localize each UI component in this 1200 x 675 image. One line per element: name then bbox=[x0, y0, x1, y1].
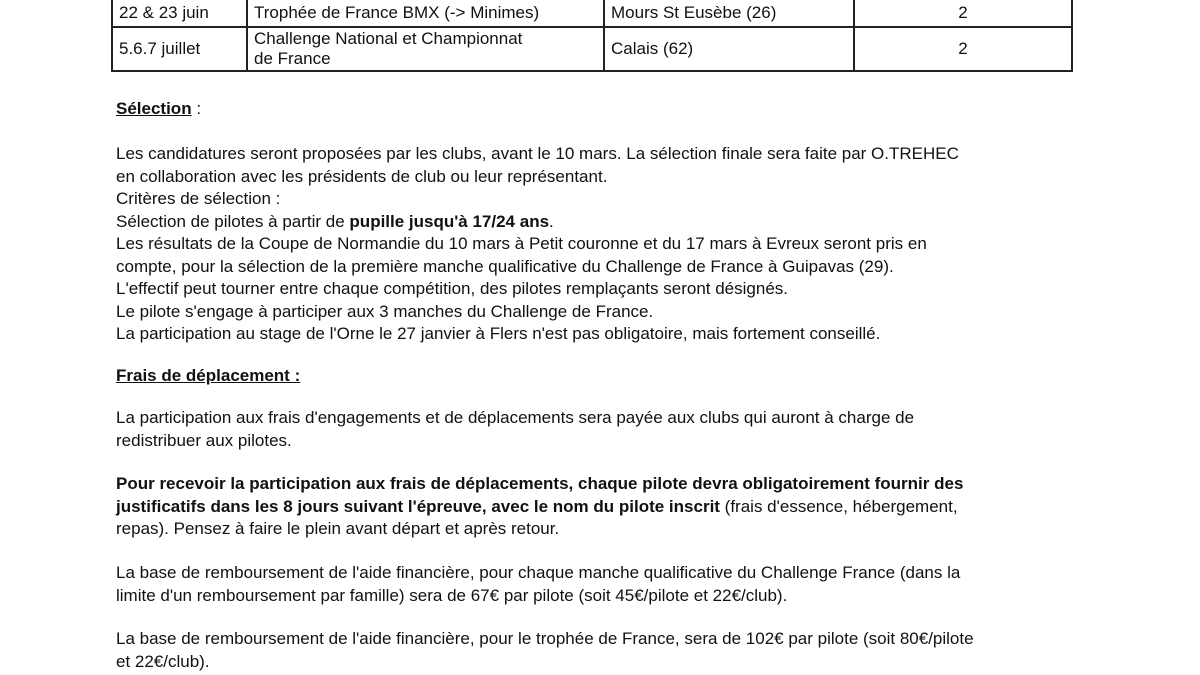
selection-title: Sélection bbox=[116, 99, 192, 118]
frais-heading bbox=[116, 365, 1076, 388]
count-cell: 2 bbox=[854, 27, 1072, 71]
paragraph-line: La base de remboursement de l'aide financière, pour chaque manche qualificative du Challenge France (dans la bbox=[116, 563, 961, 582]
selection-heading bbox=[116, 98, 1076, 121]
paragraph-line bbox=[116, 496, 1076, 519]
criteria-item: Les résultats de la Coupe de Normandie du 10 mars à Petit couronne et du 17 mars à Evreux seront pris en bbox=[116, 234, 927, 253]
criteria-item: L'effectif peut tourner entre chaque compétition, des pilotes remplaçants seront désignés. bbox=[116, 279, 788, 298]
criteria-text: Sélection de pilotes à partir de bbox=[116, 211, 350, 231]
place-cell: Mours St Eusèbe (26) bbox=[604, 0, 854, 27]
table-row bbox=[112, 0, 1072, 27]
criteria-title: Critères de sélection : bbox=[116, 189, 281, 208]
criteria-item: compte, pour la sélection de la première manche qualificative du Challenge de France à Guipavas (29). bbox=[116, 256, 894, 276]
criteria-text: . bbox=[549, 211, 554, 231]
event-line: Challenge National et Championnat bbox=[254, 29, 523, 48]
count-cell: 2 bbox=[854, 0, 1072, 27]
table-row bbox=[112, 27, 1072, 71]
paragraph-line: limite d'un remboursement par famille) sera de 67€ par pilote (soit 45€/pilote et 22€/club). bbox=[116, 585, 788, 605]
selection-title-suffix: : bbox=[191, 99, 202, 118]
paragraph-line: Pour recevoir la participation aux frais de déplacements, chaque pilote devra obligatoirement fournir des bbox=[116, 474, 964, 493]
place-cell: Calais (62) bbox=[604, 27, 854, 71]
frais-paragraph-4 bbox=[116, 628, 1076, 673]
criteria-item: Le pilote s'engage à participer aux 3 manches du Challenge de France. bbox=[116, 301, 654, 321]
frais-paragraph-3 bbox=[116, 562, 1076, 607]
paragraph-line: Les candidatures seront proposées par les clubs, avant le 10 mars. La sélection finale sera faite par O.TREHEC bbox=[116, 144, 959, 163]
paragraph-line: La participation aux frais d'engagements et de déplacements sera payée aux clubs qui auront à charge de bbox=[116, 408, 915, 427]
normal-text: (frais d'essence, hébergement, bbox=[719, 496, 958, 516]
event-cell: Trophée de France BMX (-> Minimes) bbox=[247, 0, 604, 27]
paragraph-line: repas). Pensez à faire le plein avant départ et après retour. bbox=[116, 519, 560, 538]
selection-body bbox=[116, 143, 1076, 346]
criteria-bold: pupille jusqu'à 17/24 ans bbox=[349, 211, 550, 231]
frais-title: Frais de déplacement : bbox=[116, 366, 301, 385]
event-cell bbox=[247, 27, 604, 71]
paragraph-line: redistribuer aux pilotes. bbox=[116, 430, 292, 450]
paragraph-line: et 22€/club). bbox=[116, 651, 210, 671]
frais-paragraph-1 bbox=[116, 407, 1076, 452]
criteria-item bbox=[116, 211, 1076, 234]
criteria-item: La participation au stage de l'Orne le 27 janvier à Flers n'est pas obligatoire, mais fortement conseillé. bbox=[116, 324, 881, 343]
bold-text: justificatifs dans les 8 jours suivant l'épreuve, avec le nom du pilote inscrit bbox=[116, 496, 720, 516]
paragraph-line: en collaboration avec les présidents de club ou leur représentant. bbox=[116, 166, 608, 186]
frais-paragraph-2 bbox=[116, 473, 1076, 541]
dates-cell: 5.6.7 juillet bbox=[112, 27, 247, 71]
paragraph-line: La base de remboursement de l'aide financière, pour le trophée de France, sera de 102€ par pilote (soit 80€/pilote bbox=[116, 629, 974, 648]
event-line: de France bbox=[254, 49, 331, 68]
calendar-table bbox=[111, 0, 1073, 72]
dates-cell: 22 & 23 juin bbox=[112, 0, 247, 27]
